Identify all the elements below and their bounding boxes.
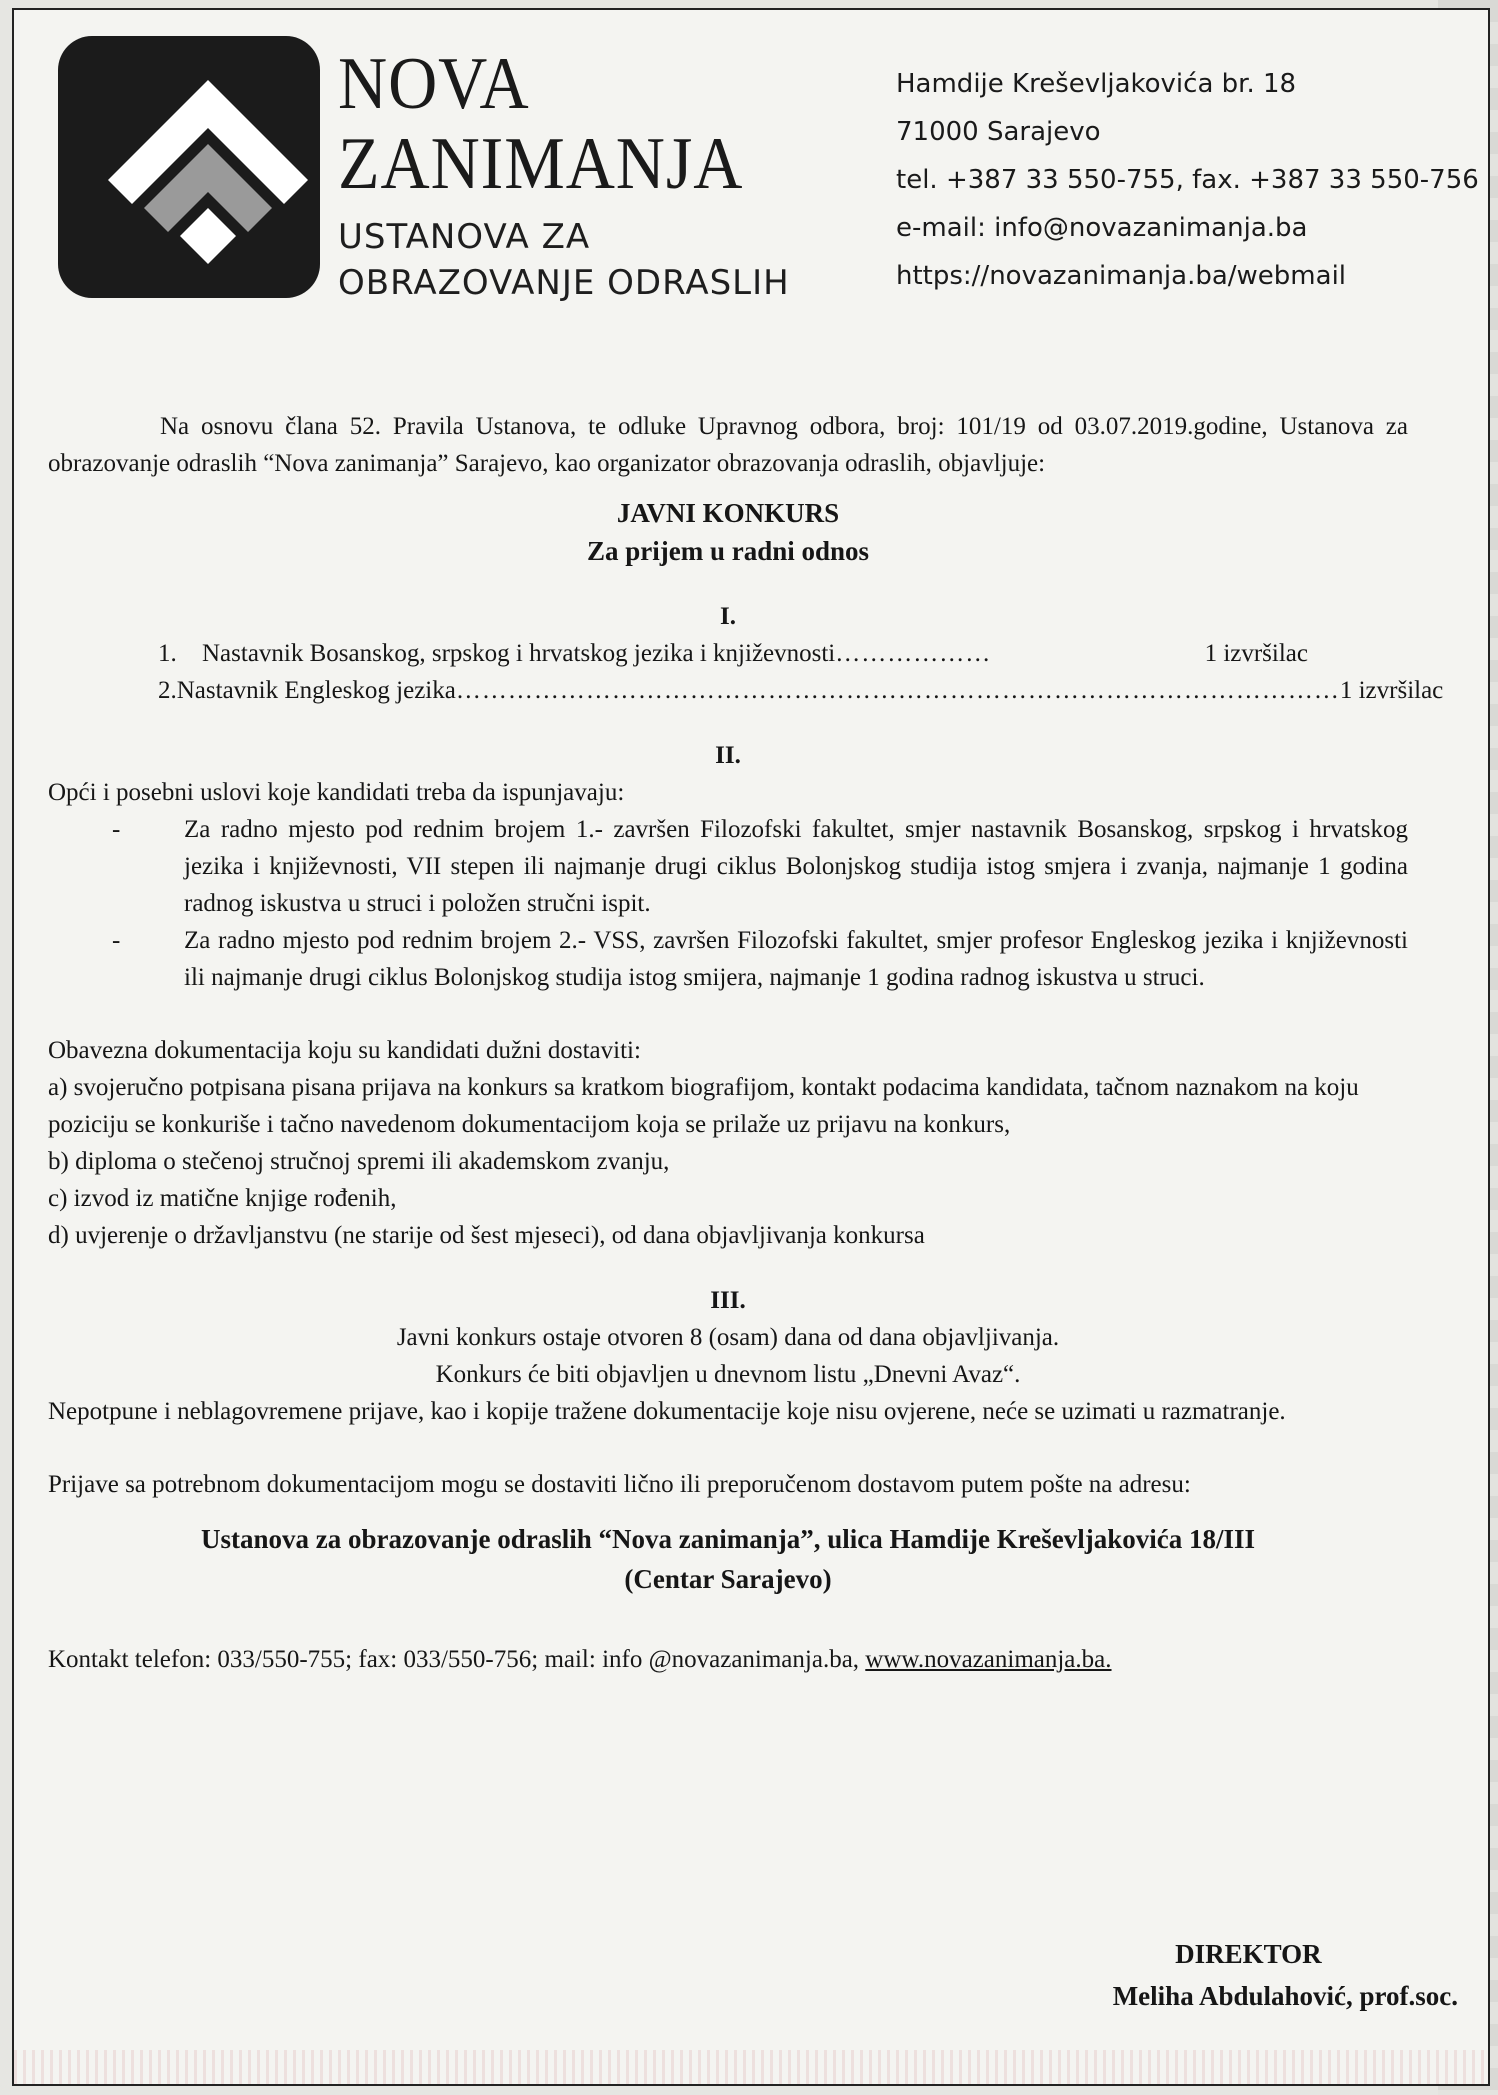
document-item: b) diploma o stečenoj stručnoj spremi ili akademskom zvanju, bbox=[48, 1148, 670, 1175]
signature-name: Meliha Abdulahović, prof.soc. bbox=[1112, 1981, 1458, 2011]
footer-contact-line bbox=[48, 1641, 1408, 1678]
position-leader-dots: ………………………………………………………………………………………… bbox=[455, 677, 1340, 704]
position-number: 1. bbox=[158, 640, 177, 667]
brand-subtitle-line2: OBRAZOVANJE ODRASLIH bbox=[338, 263, 790, 303]
incomplete-applications-note: Nepotpune i neblagovremene prijave, kao i kopije tražene dokumentacije koje nisu ovjerene, neće se uzimati u razmatranje. bbox=[48, 1398, 1286, 1425]
position-label: Nastavnik Engleskog jezika bbox=[176, 677, 456, 704]
signature-block bbox=[1112, 1933, 1458, 2017]
requirement-item: - Za radno mjesto pod rednim brojem 1.- završen Filozofski fakultet, smjer nastavnik Bosanskog, srpskog i hrvatskog jezika i književnosti, VII stepen ili najmanje drugi ciklus Bolonjskog studija istog smjera i zvanja, najmanje 1 godina radnog iskustva u struci i položen stručni ispit. bbox=[112, 811, 1408, 922]
submission-address-line1: Ustanova za obrazovanje odraslih “Nova zanimanja”, ulica Hamdije Kreševljakovića 18/III bbox=[201, 1524, 1255, 1554]
section-heading-3: III. bbox=[710, 1287, 746, 1314]
header-phone-fax: tel. +387 33 550-755, fax. +387 33 550-756 bbox=[896, 165, 1479, 195]
requirements-list bbox=[48, 811, 1408, 996]
stacked-diamond-logo-icon bbox=[58, 36, 320, 298]
submission-address-line2: (Centar Sarajevo) bbox=[624, 1564, 832, 1594]
header-address: Hamdije Kreševljakovića br. 18 bbox=[896, 69, 1297, 99]
header-contact-block bbox=[896, 60, 1479, 300]
announcement-title: JAVNI KONKURS bbox=[616, 498, 840, 528]
documents-list bbox=[48, 1069, 1408, 1254]
requirement-item: - Za radno mjesto pod rednim brojem 2.- VSS, završen Filozofski fakultet, smjer profesor Engleskog jezika i književnosti ili najmanje drugi ciklus Bolonjskog studija istog smijera, najmanje 1 godina radnog iskustva u struci. bbox=[112, 922, 1408, 996]
header-city: 71000 Sarajevo bbox=[896, 117, 1101, 147]
header-email[interactable]: e-mail: info@novazanimanja.ba bbox=[896, 213, 1308, 243]
announcement-subtitle: Za prijem u radni odnos bbox=[586, 536, 870, 566]
position-item bbox=[158, 635, 1308, 672]
brand-subtitle-line1: USTANOVA ZA bbox=[338, 217, 591, 257]
submission-lead: Prijave sa potrebnom dokumentacijom mogu se dostaviti lično ili preporučenom dostavom putem pošte na adresu: bbox=[48, 1471, 1191, 1498]
section-heading-1: I. bbox=[720, 603, 736, 630]
intro-paragraph: Na osnovu člana 52. Pravila Ustanova, te odluke Upravnog odbora, broj: 101/19 od 03.07.2019.godine, Ustanova za obrazovanje odraslih “Nova zanimanja” Sarajevo, kao organizator obrazovanja odraslih, objavljuje: bbox=[48, 413, 1408, 477]
print-noise-strip bbox=[14, 2050, 1488, 2084]
documents-lead: Obavezna dokumentacija koju su kandidati dužni dostaviti: bbox=[48, 1037, 641, 1064]
document-item: a) svojeručno potpisana pisana prijava na konkurs sa kratkom biografijom, kontakt podacima kandidata, tačnom naznakom na koju poziciju se konkuriše i tačno navedenom dokumentacijom koja se prilaže uz prijavu na konkurs, bbox=[48, 1074, 1359, 1138]
position-count: 1 izvršilac bbox=[1339, 677, 1444, 704]
brand-name-line2: ZANIMANJA bbox=[338, 123, 744, 205]
footer-contact-text: Kontakt telefon: 033/550-755; fax: 033/550-756; mail: info @novazanimanja.ba, bbox=[48, 1646, 866, 1673]
document-item: d) uvjerenje o državljanstvu (ne starije od šest mjeseci), od dana objavljivanja konkursa bbox=[48, 1222, 925, 1249]
positions-list bbox=[48, 635, 1444, 709]
position-item bbox=[158, 672, 1444, 709]
advertisement-body bbox=[48, 408, 1444, 1678]
signature-role: DIREKTOR bbox=[1175, 1939, 1322, 1969]
position-count: 1 izvršilac bbox=[1204, 640, 1308, 667]
document-item: c) izvod iz matične knjige rođenih, bbox=[48, 1185, 397, 1212]
requirements-lead: Opći i posebni uslovi koje kandidati treba da ispunjavaju: bbox=[48, 779, 625, 806]
position-leader-dots: ……………… bbox=[835, 640, 992, 667]
position-label: Nastavnik Bosanskog, srpskog i hrvatskog jezika i književnosti bbox=[202, 640, 836, 667]
footer-website-link[interactable]: www.novazanimanja.ba. bbox=[865, 1646, 1112, 1673]
brand-wordmark bbox=[338, 44, 790, 306]
section-heading-2: II. bbox=[715, 742, 741, 769]
publication-line: Konkurs će biti objavljen u dnevnom listu „Dnevni Avaz“. bbox=[435, 1361, 1021, 1388]
job-advertisement bbox=[12, 8, 1490, 2086]
brand-name-line1: NOVA bbox=[338, 43, 530, 125]
header-webmail-link[interactable]: https://novazanimanja.ba/webmail bbox=[896, 261, 1347, 291]
open-period-line: Javni konkurs ostaje otvoren 8 (osam) dana od dana objavljivanja. bbox=[396, 1324, 1060, 1351]
position-number: 2. bbox=[158, 677, 177, 704]
